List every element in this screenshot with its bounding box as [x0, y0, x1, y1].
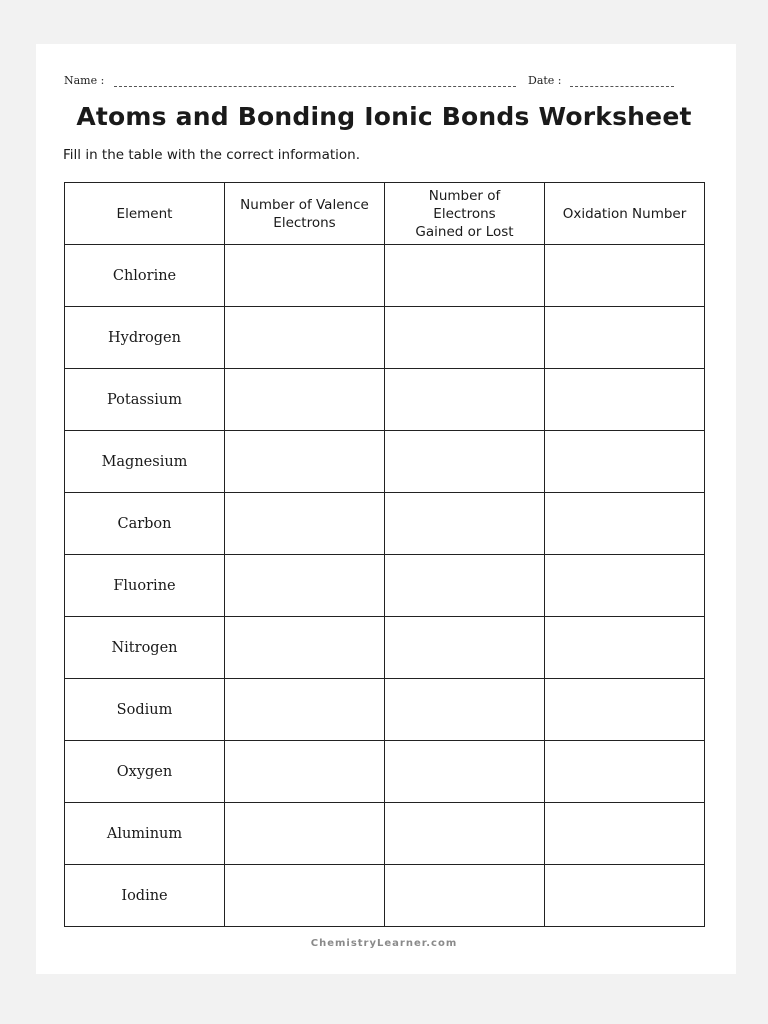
oxidation-number-cell[interactable] [545, 679, 705, 741]
col-header-valence-electrons [225, 183, 385, 245]
oxidation-number-cell[interactable] [545, 803, 705, 865]
valence-electrons-cell[interactable] [225, 307, 385, 369]
valence-electrons-cell[interactable] [225, 431, 385, 493]
col-header-oxidation-number: Oxidation Number [545, 183, 705, 245]
date-label: Date : [528, 74, 562, 87]
col-header-valence-electrons-label: Number of Valence Electrons [240, 196, 369, 231]
element-name: Carbon [65, 493, 225, 555]
electrons-gained-lost-cell[interactable] [385, 803, 545, 865]
electrons-gained-lost-cell[interactable] [385, 493, 545, 555]
name-label: Name : [64, 74, 105, 87]
valence-electrons-cell[interactable] [225, 741, 385, 803]
worksheet-table [64, 182, 705, 927]
oxidation-number-cell[interactable] [545, 617, 705, 679]
oxidation-number-cell[interactable] [545, 431, 705, 493]
electrons-gained-lost-cell[interactable] [385, 245, 545, 307]
oxidation-number-cell[interactable] [545, 307, 705, 369]
valence-electrons-cell[interactable] [225, 617, 385, 679]
valence-electrons-cell[interactable] [225, 245, 385, 307]
table-row [65, 493, 705, 555]
col-header-element: Element [65, 183, 225, 245]
electrons-gained-lost-cell[interactable] [385, 431, 545, 493]
element-name: Chlorine [65, 245, 225, 307]
date-field[interactable] [570, 86, 674, 87]
instructions: Fill in the table with the correct information. [63, 147, 360, 163]
table-row [65, 555, 705, 617]
table-row [65, 865, 705, 927]
electrons-gained-lost-cell[interactable] [385, 307, 545, 369]
table-row [65, 803, 705, 865]
electrons-gained-lost-cell[interactable] [385, 617, 545, 679]
electrons-gained-lost-cell[interactable] [385, 741, 545, 803]
table-row [65, 741, 705, 803]
electrons-gained-lost-cell[interactable] [385, 679, 545, 741]
element-name: Iodine [65, 865, 225, 927]
valence-electrons-cell[interactable] [225, 369, 385, 431]
table-row [65, 617, 705, 679]
name-field[interactable] [114, 86, 516, 87]
element-name: Potassium [65, 369, 225, 431]
table-row [65, 369, 705, 431]
table-row [65, 431, 705, 493]
valence-electrons-cell[interactable] [225, 865, 385, 927]
element-name: Nitrogen [65, 617, 225, 679]
name-date-row [64, 74, 704, 90]
oxidation-number-cell[interactable] [545, 741, 705, 803]
electrons-gained-lost-cell[interactable] [385, 369, 545, 431]
electrons-gained-lost-cell[interactable] [385, 555, 545, 617]
element-name: Magnesium [65, 431, 225, 493]
valence-electrons-cell[interactable] [225, 803, 385, 865]
oxidation-number-cell[interactable] [545, 555, 705, 617]
oxidation-number-cell[interactable] [545, 865, 705, 927]
table-row [65, 245, 705, 307]
table-row [65, 679, 705, 741]
footer-brand: ChemistryLearner.com [310, 938, 458, 949]
valence-electrons-cell[interactable] [225, 493, 385, 555]
oxidation-number-cell[interactable] [545, 493, 705, 555]
valence-electrons-cell[interactable] [225, 555, 385, 617]
table-row [65, 307, 705, 369]
element-name: Aluminum [65, 803, 225, 865]
element-name: Fluorine [65, 555, 225, 617]
col-header-electrons-gained-lost [385, 183, 545, 245]
oxidation-number-cell[interactable] [545, 245, 705, 307]
oxidation-number-cell[interactable] [545, 369, 705, 431]
table-header-row [65, 183, 705, 245]
page-title: Atoms and Bonding Ionic Bonds Worksheet [76, 102, 692, 131]
element-name: Oxygen [65, 741, 225, 803]
element-name: Sodium [65, 679, 225, 741]
valence-electrons-cell[interactable] [225, 679, 385, 741]
electrons-gained-lost-cell[interactable] [385, 865, 545, 927]
element-name: Hydrogen [65, 307, 225, 369]
col-header-electrons-gained-lost-label: Number of Electrons Gained or Lost [415, 187, 514, 240]
